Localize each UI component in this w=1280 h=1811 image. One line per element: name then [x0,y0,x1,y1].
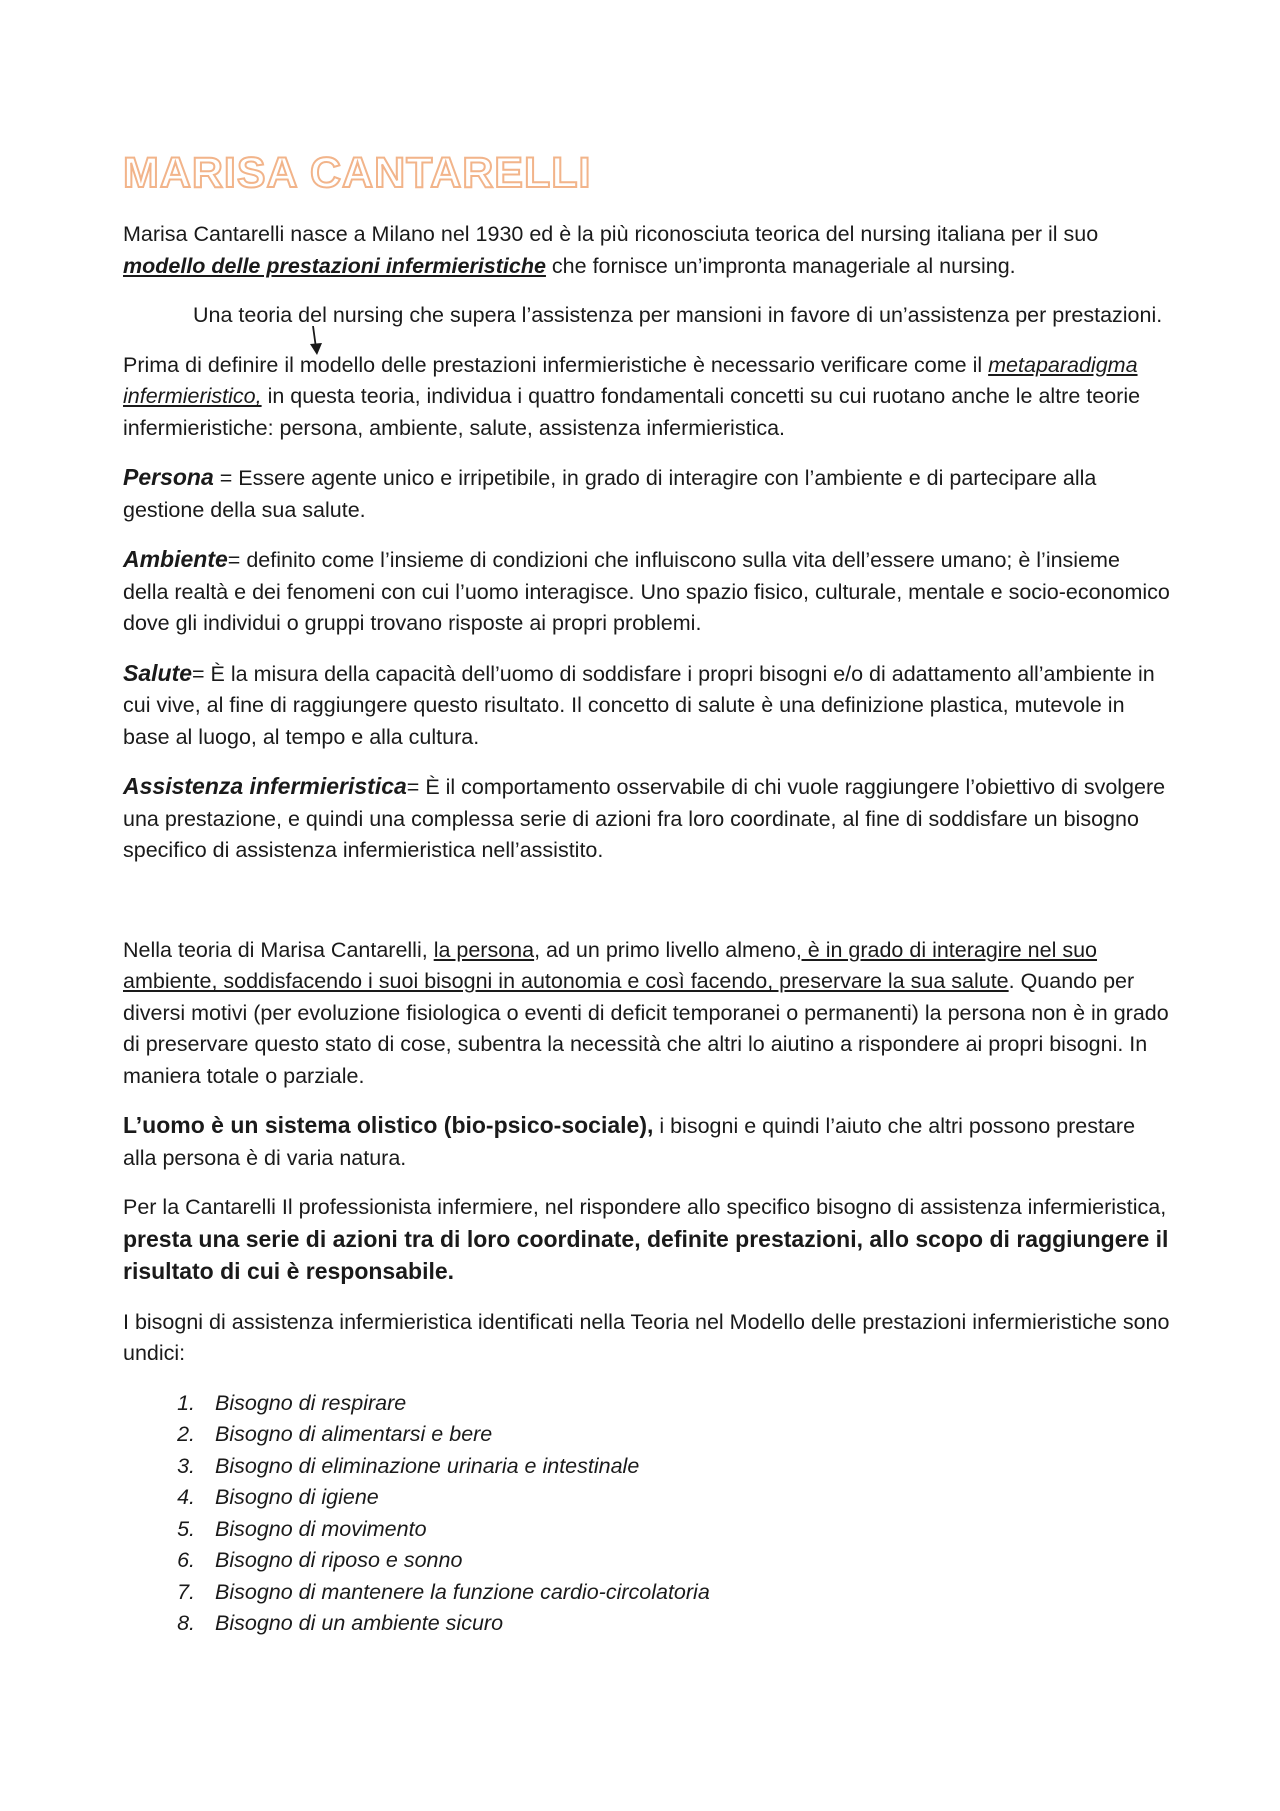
list-item: 7. Bisogno di mantenere la funzione cardio-circolatoria [201,1577,1170,1609]
arrow-annotation-wrapper [123,300,1170,332]
definition-term-ambiente: Ambiente [123,546,228,573]
section-spacer [123,885,1170,935]
definition-ambiente [123,544,1170,640]
list-item: 2. Bisogno di alimentarsi e bere [201,1419,1170,1451]
list-item: 3. Bisogno di eliminazione urinaria e intestinale [201,1451,1170,1483]
metaparadigm-text-1: Prima di definire il modello delle prestazioni infermieristiche è necessario verificare come il [123,352,989,377]
list-item: 4. Bisogno di igiene [201,1482,1170,1514]
holistic-statement: L’uomo è un sistema olistico (bio-psico-sociale), [123,1112,654,1139]
definition-term-persona: Persona [123,464,214,491]
list-item: 8. Bisogno di un ambiente sicuro [201,1608,1170,1640]
needs-list [123,1388,1170,1640]
theory-summary-paragraph: Una teoria del nursing che supera l’assistenza per mansioni in favore di un’assistenza per prestazioni. [193,303,1163,328]
list-item: 6. Bisogno di riposo e sonno [201,1545,1170,1577]
list-item: 5. Bisogno di movimento [201,1514,1170,1546]
nurse-role-paragraph [123,1192,1170,1289]
holistic-text: i bisogni e quindi l’aiuto che altri possono prestare alla persona è di varia natura. [123,1114,1136,1170]
definition-text-ambiente: = definito come l’insieme di condizioni che influiscono sulla vita dell’essere umano; è l’insieme della realtà e dei fenomeni con cui l’uomo interagisce. Uno spazio fisico, culturale, mentale e socio-economico dove gli individui o gruppi trovano risposte ai propri problemi. [123,548,1170,636]
intro-text-1: Marisa Cantarelli nasce a Milano nel 1930 ed è la più riconosciuta teorica del nursing italiana per il suo [123,222,1099,247]
person-theory-text-1: Nella teoria di Marisa Cantarelli, [123,937,434,962]
person-theory-underline-1: la persona [433,937,535,962]
intro-text-2: che fornisce un’impronta manageriale al nursing. [545,253,1016,278]
definition-persona [123,462,1170,526]
nurse-role-text: Per la Cantarelli Il professionista infermiere, nel rispondere allo specifico bisogno di assistenza infermieristica, [123,1195,1167,1220]
definition-term-assistenza: Assistenza infermieristica [123,773,407,800]
definition-text-assistenza: = È il comportamento osservabile di chi vuole raggiungere l’obiettivo di svolgere una prestazione, e quindi una complessa serie di azioni fra loro coordinate, al fine di soddisfare un bisogno specifico di assistenza infermieristica nell’assistito. [123,775,1166,863]
definition-term-salute: Salute [123,659,193,686]
definition-text-salute: = È la misura della capacità dell’uomo di soddisfare i propri bisogni e/o di adattamento all’ambiente in cui vive, al fine di raggiungere questo risultato. Il concetto di salute è una definizione plastica, mutevole in base al luogo, al tempo e alla cultura. [123,661,1155,749]
metaparadigm-paragraph [123,350,1170,445]
page-title: MARISA CANTARELLI [123,149,592,197]
intro-paragraph [123,219,1170,282]
list-item: 1. Bisogno di respirare [201,1388,1170,1420]
nurse-role-emphasis: presta una serie di azioni tra di loro coordinate, definite prestazioni, allo scopo di raggiungere il risultato di cui è responsabile. [123,1225,1169,1285]
person-theory-text-3: . Quando per diversi motivi (per evoluzione fisiologica o eventi di deficit temporanei o permanenti) la persona non è in grado di preservare questo stato di cose, subentra la necessità che altri lo aiutino a rispondere ai propri bisogni. In maniera totale o parziale. [123,969,1169,1088]
arrow-down-icon [306,326,326,356]
holistic-paragraph [123,1110,1170,1174]
definition-assistenza [123,771,1170,867]
definition-salute [123,658,1170,754]
person-theory-underline-2: , è in grado di interagire nel suo ambiente, soddisfacendo i suoi bisogni in autonomia e così facendo, preservare la sua salute [123,937,1098,994]
definition-text-persona: = Essere agente unico e irripetibile, in grado di interagire con l’ambiente e di partecipare alla gestione della sua salute. [123,466,1097,522]
model-name-emphasis: modello delle prestazioni infermieristiche [123,253,546,278]
metaparadigm-text-2: in questa teoria, individua i quattro fondamentali concetti su cui ruotano anche le altre teorie infermieristiche: persona, ambiente, salute, assistenza infermieristica. [123,384,1141,440]
person-theory-text-2: , ad un primo livello almeno [534,937,796,962]
person-theory-paragraph [123,935,1170,1093]
needs-intro-paragraph: I bisogni di assistenza infermieristica identificati nella Teoria nel Modello delle prestazioni infermieristiche sono undici: [123,1309,1170,1366]
metaparadigm-term: metaparadigma infermieristico, [123,352,1138,409]
